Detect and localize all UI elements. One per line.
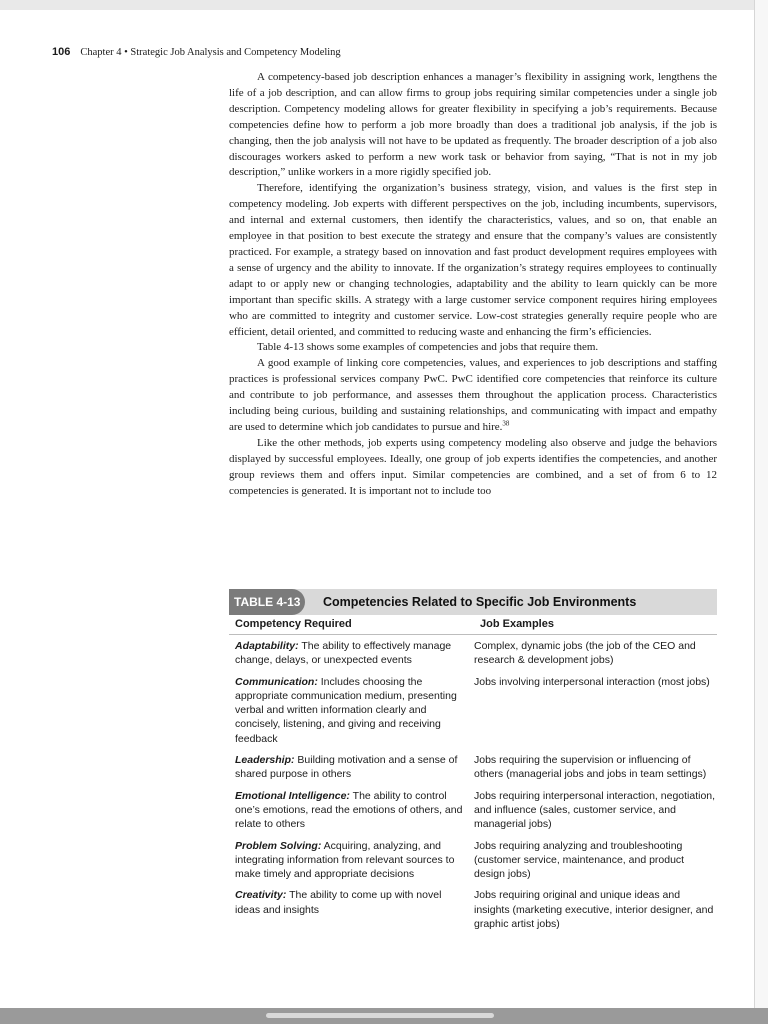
competency-term: Problem Solving: xyxy=(235,839,322,852)
paragraph-text: Table 4-13 shows some examples of competencies and jobs that require them. xyxy=(257,341,599,354)
competency-term: Leadership: xyxy=(235,754,295,767)
job-examples-cell: Complex, dynamic jobs (the job of the CEO and research & development jobs) xyxy=(474,640,696,667)
separator-bullet: • xyxy=(124,47,128,58)
table-column-headers xyxy=(229,615,717,635)
chapter-label: Chapter 4 xyxy=(80,47,122,58)
footnote-reference[interactable]: 38 xyxy=(502,419,510,428)
competency-definition: The ability to come up with novel ideas and insights xyxy=(235,889,442,916)
job-examples-cell: Jobs requiring the supervision or influencing of others (managerial jobs and jobs in team settings) xyxy=(474,754,707,781)
competency-definition: Building motivation and a sense of shared purpose in others xyxy=(235,754,458,781)
chapter-title: Strategic Job Analysis and Competency Modeling xyxy=(130,47,341,58)
competency-cell xyxy=(229,639,469,668)
competency-term: Creativity: xyxy=(235,889,287,902)
job-examples-cell: Jobs involving interpersonal interaction (most jobs) xyxy=(474,675,710,688)
competency-cell xyxy=(229,839,469,882)
table-title: Competencies Related to Specific Job Environments xyxy=(323,595,637,609)
document-page xyxy=(0,10,754,1008)
table-row xyxy=(229,671,717,749)
competency-cell xyxy=(229,888,469,931)
table-row xyxy=(229,749,717,785)
paragraph xyxy=(229,70,717,181)
paragraph xyxy=(229,356,717,436)
job-examples-cell: Jobs requiring analyzing and troubleshooting (customer service, maintenance, and product design jobs) xyxy=(474,839,685,881)
competency-table xyxy=(229,589,717,934)
competency-term: Communication: xyxy=(235,675,318,688)
paragraph-text: Therefore, identifying the organization’s business strategy, vision, and values is the first step in competency modeling. Job experts with different perspectives on the job, including incumbents, supervisors, and internal and external customers, then identify the characteristics, values, and so on, that enable an employee in that position to best execute the strategy and ensure that the company’s values are consistently practiced. For example, a strategy based on innovation and fast product development requires employees with a sense of urgency and the ability to innovate. If the organization’s strategy requires employees to continually adapt to or apply new or changing technologies, adaptability and the ability to learn quickly can be more important than specific skills. A strategy with a large customer service component requires hiring employees who are committed to integrity and customer service. Low-cost strategies generally require people who are efficient, detail oriented, and committed to reducing waste and enhancing the firm’s efficiencies. xyxy=(229,182,717,338)
running-head xyxy=(52,46,341,58)
competency-definition: Includes choosing the appropriate communication medium, presenting verbal and written information clearly and concisely, listening, and giving and receiving feedback xyxy=(235,675,457,745)
paragraph xyxy=(229,340,717,356)
paragraph xyxy=(229,181,717,340)
competency-term: Adaptability: xyxy=(235,640,299,652)
table-label: TABLE 4-13 xyxy=(229,589,305,615)
competency-definition: The ability to effectively manage change, delays, or unexpected events xyxy=(235,640,452,667)
competency-cell xyxy=(229,675,469,746)
paragraph-text: Like the other methods, job experts using competency modeling also observe and judge the behaviors displayed by successful employees. Ideally, one group of job experts identifies the competencies, and another group reviews them and offers input. Similar competencies are combined, and a set of from 6 to 12 competencies is generated. It is important not to include too xyxy=(229,436,717,497)
competency-term: Emotional Intelligence: xyxy=(235,789,350,802)
competency-cell xyxy=(229,753,469,782)
column-header-job-examples: Job Examples xyxy=(480,618,554,630)
column-header-competency: Competency Required xyxy=(235,618,352,630)
table-row xyxy=(229,635,717,671)
job-examples-cell: Jobs requiring interpersonal interaction, negotiation, and influence (sales, customer service, and managerial jobs) xyxy=(474,789,716,831)
job-examples-cell: Jobs requiring original and unique ideas and insights (marketing executive, interior designer, and graphic artist jobs) xyxy=(474,889,714,931)
competency-cell xyxy=(229,789,469,832)
paragraph-text: A competency-based job description enhances a manager’s flexibility in assigning work, lengthens the life of a job description, and can allow firms to group jobs requiring similar competencies under a single job description. Competency modeling allows for greater flexibility in specifying a job’s requirements. Because competencies define how to perform a job more broadly than does a traditional job analysis, if the job is changing, then the job analysis will not have to be updated as frequently. The broader description of a job also discourages workers asked to perform a new work task or behavior from saying, “That is not in my job description,” unlike workers in a more rigidly specified job. xyxy=(229,71,717,179)
body-text xyxy=(229,70,717,499)
competency-definition: Acquiring, analyzing, and integrating information from relevant sources to make timely and appropriate decisions xyxy=(235,839,455,881)
paragraph-text: A good example of linking core competencies, values, and experiences to job descriptions and staffing practices is professional services company PwC. PwC identified core competencies that reinforce its culture and contribute to job performance, and assesses them throughout the application process. Characteristics including being curious, building and sustaining relationships, and communicating with impact and empathy are used to determine which job candidates to pursue and hire. xyxy=(229,357,717,433)
table-row xyxy=(229,785,717,835)
scrollbar-thumb[interactable] xyxy=(266,1013,494,1018)
viewer-side-margin xyxy=(754,0,768,1010)
paragraph xyxy=(229,436,717,500)
table-row xyxy=(229,835,717,885)
table-row xyxy=(229,884,717,934)
table-header xyxy=(229,589,717,615)
page-number: 106 xyxy=(52,46,71,58)
competency-definition: The ability to control one’s emotions, read the emotions of others, and relate to others xyxy=(235,789,463,831)
